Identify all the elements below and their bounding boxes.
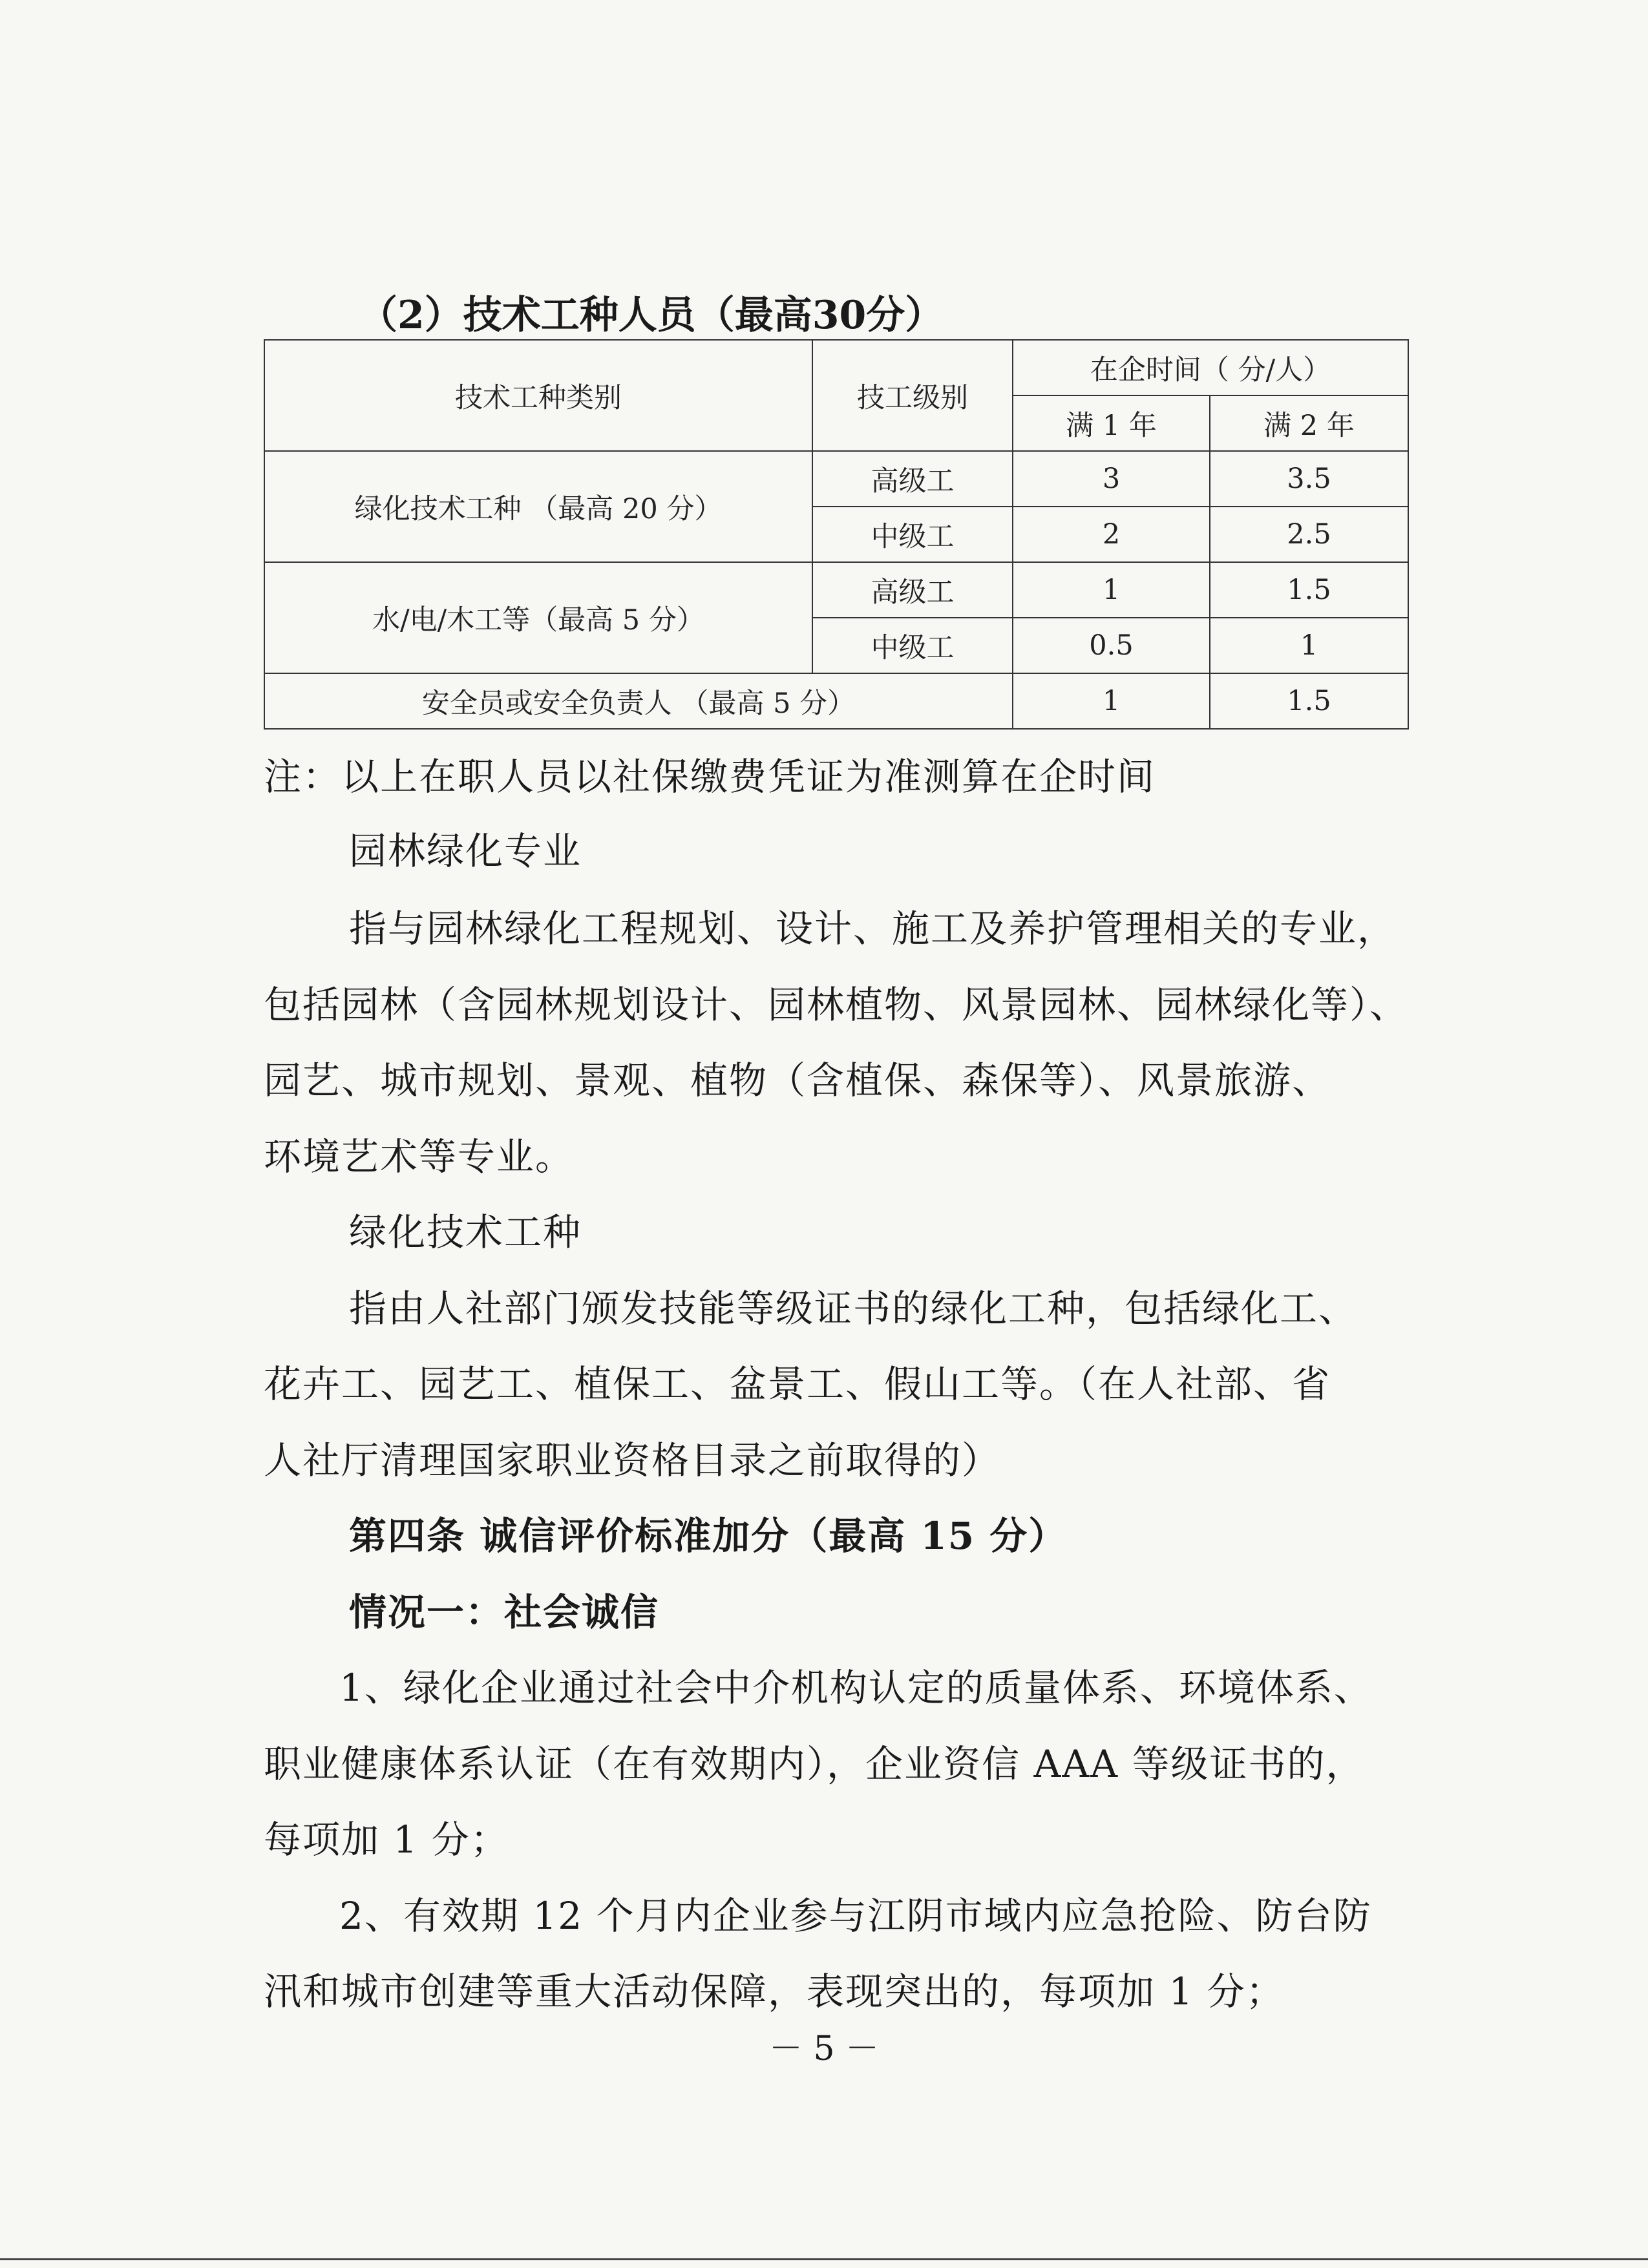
header-category: 技术工种类别 bbox=[264, 340, 812, 451]
skill-table bbox=[264, 339, 1409, 730]
cell-level: 中级工 bbox=[812, 618, 1013, 673]
body-line: 包括园林（含园林规划设计、园林植物、风景园林、园林绿化等）、 bbox=[264, 983, 1409, 1027]
body-line: 汛和城市创建等重大活动保障，表现突出的，每项加 1 分； bbox=[264, 1969, 1285, 2013]
cell-year1: 2 bbox=[1013, 507, 1210, 562]
cell-year1: 1 bbox=[1013, 673, 1210, 729]
body-line: 园艺、城市规划、景观、植物（含植保、森保等）、风景旅游、 bbox=[264, 1058, 1331, 1102]
body-line: 环境艺术等专业。 bbox=[264, 1135, 575, 1179]
body-line: 指由人社部门颁发技能等级证书的绿化工种，包括绿化工、 bbox=[349, 1286, 1358, 1330]
heading-greening-skill: 绿化技术工种 bbox=[349, 1210, 582, 1254]
body-line: 2、有效期 12 个月内企业参与江阴市域内应急抢险、防台防 bbox=[339, 1894, 1372, 1938]
cell-year2: 1 bbox=[1210, 618, 1408, 673]
body-line: 人社厅清理国家职业资格目录之前取得的） bbox=[264, 1438, 1001, 1482]
cell-year2: 1.5 bbox=[1210, 562, 1408, 618]
page-number: － 5 － bbox=[768, 2030, 880, 2068]
cell-level: 高级工 bbox=[812, 562, 1013, 618]
body-line: 花卉工、园艺工、植保工、盆景工、假山工等。（在人社部、省 bbox=[264, 1362, 1331, 1406]
cell-year2: 1.5 bbox=[1210, 673, 1408, 729]
safety-row-name: 安全员或安全负责人 （最高 5 分） bbox=[264, 673, 1013, 729]
cell-year1: 3 bbox=[1013, 451, 1210, 507]
body-line: 1、绿化企业通过社会中介机构认定的质量体系、环境体系、 bbox=[339, 1666, 1373, 1710]
cell-year1: 1 bbox=[1013, 562, 1210, 618]
header-tenure: 在企时间（ 分/人） bbox=[1013, 340, 1408, 395]
header-year2: 满 2 年 bbox=[1210, 395, 1408, 451]
section-title: （2）技术工种人员（最高30分） bbox=[359, 293, 944, 338]
note-line: 注：以上在职人员以社保缴费凭证为准测算在企时间 bbox=[264, 755, 1156, 799]
cell-year2: 2.5 bbox=[1210, 507, 1408, 562]
case-one-title: 情况一：社会诚信 bbox=[349, 1590, 660, 1634]
cell-level: 高级工 bbox=[812, 451, 1013, 507]
body-line: 每项加 1 分； bbox=[264, 1818, 509, 1862]
group-name: 水/电/木工等（最高 5 分） bbox=[264, 562, 812, 673]
cell-year1: 0.5 bbox=[1013, 618, 1210, 673]
header-level: 技工级别 bbox=[812, 340, 1013, 451]
footer-rule bbox=[0, 2258, 1648, 2260]
body-line: 指与园林绿化工程规划、设计、施工及养护管理相关的专业， bbox=[349, 907, 1397, 950]
article-four-title: 第四条 诚信评价标准加分（最高 15 分） bbox=[349, 1514, 1068, 1558]
cell-year2: 3.5 bbox=[1210, 451, 1408, 507]
body-line: 职业健康体系认证（在有效期内），企业资信 AAA 等级证书的， bbox=[264, 1742, 1365, 1786]
header-year1: 满 1 年 bbox=[1013, 395, 1210, 451]
group-name: 绿化技术工种 （最高 20 分） bbox=[264, 451, 812, 562]
cell-level: 中级工 bbox=[812, 507, 1013, 562]
heading-landscape-major: 园林绿化专业 bbox=[349, 829, 582, 873]
